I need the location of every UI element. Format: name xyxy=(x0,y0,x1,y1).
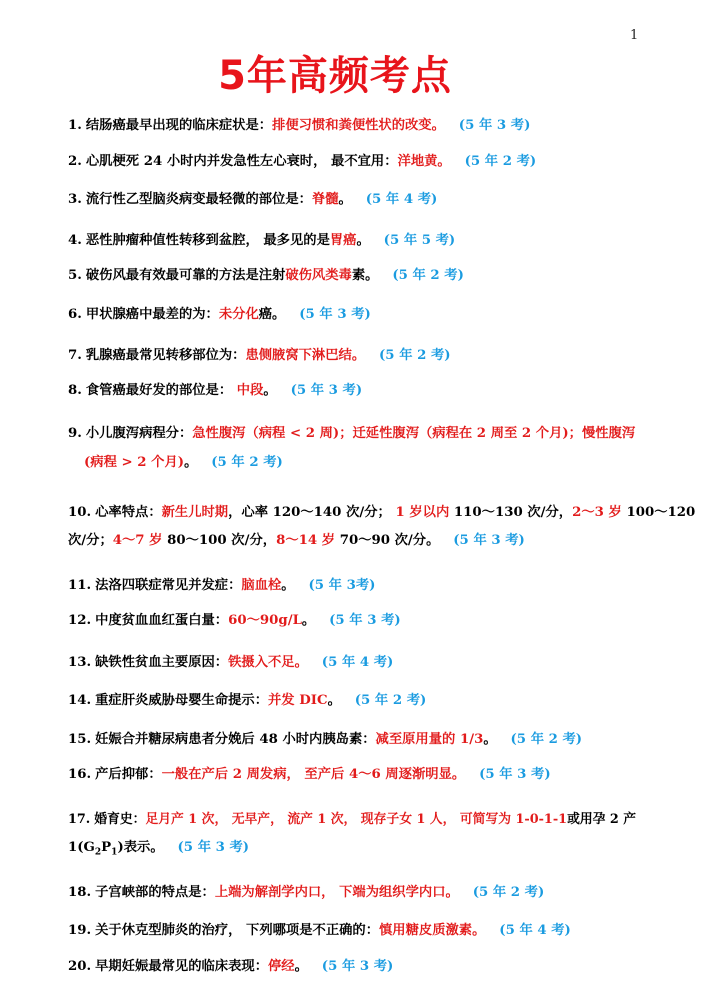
item-question: 妊娠合并糖尿病患者分娩后 48 小时内胰岛素： xyxy=(95,732,376,747)
item-answer: 未分化 xyxy=(218,307,259,322)
list-item xyxy=(68,149,668,175)
item-tail: 。 xyxy=(301,613,316,628)
item-tail: 。 xyxy=(356,233,370,248)
list-item xyxy=(68,378,668,404)
item-frequency: (5 年 3 考) xyxy=(329,613,401,628)
item-frequency: (5 年 2 考) xyxy=(510,732,583,747)
item-frequency: (5 年 2 考) xyxy=(379,348,451,363)
item-answer: 慎用糖皮质激素。 xyxy=(379,923,486,938)
item-frequency: (5 年 4 考) xyxy=(321,655,394,670)
item-frequency: (5 年 3 考) xyxy=(290,383,363,398)
item-number: 3. xyxy=(68,192,82,207)
list-item-continuation xyxy=(68,835,668,866)
item-number: 19. xyxy=(68,923,92,938)
list-item xyxy=(68,228,668,254)
list-item xyxy=(68,608,668,634)
item-frequency: (5 年 3考) xyxy=(308,578,376,593)
item-number: 20. xyxy=(68,959,92,974)
item-answer: 患侧腋窝下淋巴结。 xyxy=(245,348,366,363)
item-question: 流行性乙型脑炎病变最轻微的部位是： xyxy=(85,192,312,207)
item-question: 法洛四联症常见并发症： xyxy=(95,578,242,593)
item-frequency: (5 年 4 考) xyxy=(499,923,571,938)
item-answer: 1 岁以内 xyxy=(395,505,450,520)
item-text: 1(G xyxy=(68,840,95,855)
item-frequency: (5 年 2 考) xyxy=(211,455,283,470)
item-question: 关于休克型肺炎的治疗， 下列哪项是不正确的： xyxy=(95,923,380,938)
item-frequency: (5 年 3 考) xyxy=(177,840,250,855)
item-answer: 2～3 岁 xyxy=(572,505,622,520)
item-number: 1. xyxy=(68,118,82,133)
list-item xyxy=(68,918,668,944)
item-frequency: (5 年 4 考) xyxy=(365,192,438,207)
item-number: 6. xyxy=(68,307,82,322)
item-answer: 排便习惯和粪便性状的改变。 xyxy=(272,118,445,133)
item-tail: 。 xyxy=(263,383,277,398)
item-tail: 。 xyxy=(338,192,352,207)
list-item xyxy=(68,500,696,526)
item-answer: 上端为解剖学内口， 下端为组织学内口。 xyxy=(214,885,459,900)
item-question: 缺铁性贫血主要原因： xyxy=(95,655,229,670)
item-frequency: (5 年 3 考) xyxy=(321,959,394,974)
item-frequency: (5 年 3 考) xyxy=(453,533,525,548)
list-item xyxy=(68,187,668,213)
item-number: 18. xyxy=(68,885,92,900)
item-number: 2. xyxy=(68,154,82,169)
item-subscript: 1 xyxy=(111,847,118,858)
item-question: 心率特点： xyxy=(95,505,162,520)
item-tail: 。 xyxy=(294,959,308,974)
item-question: 产后抑郁： xyxy=(95,767,162,782)
list-item xyxy=(68,113,668,139)
item-subscript: 2 xyxy=(94,847,102,858)
item-question: 破伤风最有效最可靠的方法是注射 xyxy=(85,268,286,283)
item-number: 5. xyxy=(68,268,82,283)
item-number: 10. xyxy=(68,505,92,520)
item-answer: 中段 xyxy=(236,383,264,398)
item-number: 12. xyxy=(68,613,92,628)
list-item xyxy=(68,421,668,447)
item-answer: 洋地黄。 xyxy=(397,154,451,169)
item-text: ，心率 120～140 次/分； xyxy=(228,505,391,520)
item-answer: 急性腹泻（病程 < 2 周)；迁延性腹泻（病程在 2 周至 2 个月)；慢性腹泻 xyxy=(192,426,636,441)
list-item xyxy=(68,762,668,788)
list-item xyxy=(68,650,668,676)
item-frequency: (5 年 2 考) xyxy=(472,885,545,900)
item-text: P xyxy=(101,840,112,855)
item-number: 11. xyxy=(68,578,92,593)
list-item xyxy=(68,688,668,714)
item-tail: 。 xyxy=(327,693,341,708)
item-frequency: (5 年 5 考) xyxy=(383,233,456,248)
item-tail: 。 xyxy=(483,732,497,747)
item-answer: 足月产 1 次， 无早产， 流产 1 次， 现存子女 1 人， 可简写为 1-0-1-1 xyxy=(145,812,568,827)
item-answer: 并发 DIC xyxy=(268,693,328,708)
item-answer: 4～7 岁 xyxy=(112,533,163,548)
item-number: 9. xyxy=(68,426,82,441)
item-question: 早期妊娠最常见的临床表现： xyxy=(95,959,268,974)
item-answer: 脊髓 xyxy=(311,192,339,207)
item-text: 或用孕 2 产 xyxy=(567,812,637,827)
item-frequency: (5 年 2 考) xyxy=(464,154,537,169)
item-answer: 60～90g/L xyxy=(228,613,302,628)
item-answer: 铁摄入不足。 xyxy=(228,655,308,670)
item-answer: 胃癌 xyxy=(329,233,357,248)
list-item xyxy=(68,880,668,906)
item-text: 次/分； xyxy=(68,533,113,548)
item-answer: 脑血栓 xyxy=(241,578,282,593)
item-question: 食管癌最好发的部位是： xyxy=(85,383,233,398)
item-question: 恶性肿瘤种值性转移到盆腔， 最多见的是 xyxy=(85,233,330,248)
item-number: 15. xyxy=(68,732,92,747)
item-question: 结肠癌最早出现的临床症状是： xyxy=(85,118,273,133)
item-answer: 一般在产后 2 周发病， 至产后 4～6 周逐渐明显。 xyxy=(161,767,466,782)
page-title: 5年高频考点 xyxy=(218,53,452,99)
item-question: 甲状腺癌中最差的为： xyxy=(85,307,219,322)
item-number: 8. xyxy=(68,383,82,398)
list-item xyxy=(68,343,668,369)
item-number: 13. xyxy=(68,655,92,670)
item-tail: 癌。 xyxy=(258,307,286,322)
item-number: 14. xyxy=(68,693,92,708)
item-answer: 8～14 岁 xyxy=(276,533,336,548)
list-item-continuation xyxy=(68,528,668,554)
item-frequency: (5 年 2 考) xyxy=(354,693,427,708)
item-answer: 减至原用量的 1/3 xyxy=(375,732,484,747)
item-answer: 停经 xyxy=(268,959,295,974)
item-question: 中度贫血血红蛋白量： xyxy=(95,613,229,628)
item-tail: 素。 xyxy=(351,268,379,283)
list-item xyxy=(68,263,668,289)
list-item xyxy=(68,573,668,599)
item-text: 100～120 xyxy=(626,505,696,520)
item-question: 小儿腹泻病程分： xyxy=(85,426,193,441)
item-tail: 。 xyxy=(281,578,295,593)
item-frequency: (5 年 3 考) xyxy=(479,767,551,782)
item-number: 17. xyxy=(68,812,91,827)
item-answer: 破伤风类毒 xyxy=(285,268,352,283)
item-question: 子宫峡部的特点是： xyxy=(95,885,215,900)
item-frequency: (5 年 2 考) xyxy=(392,268,464,283)
item-frequency: (5 年 3 考) xyxy=(299,307,371,322)
item-text: )表示。 xyxy=(117,840,164,855)
list-item xyxy=(68,807,668,833)
item-question: 心肌梗死 24 小时内并发急性左心衰时， 最不宜用： xyxy=(85,154,398,169)
item-text: 110～130 次/分， xyxy=(453,505,573,520)
item-number: 4. xyxy=(68,233,82,248)
item-question: 乳腺癌最常见转移部位为： xyxy=(85,348,246,363)
item-answer: 新生儿时期 xyxy=(161,505,229,520)
list-item xyxy=(68,954,668,980)
page-number: 1 xyxy=(630,28,639,43)
item-text: 80～100 次/分， xyxy=(167,533,277,548)
item-number: 16. xyxy=(68,767,92,782)
item-tail: 。 xyxy=(184,455,198,470)
list-item xyxy=(68,727,668,753)
item-frequency: (5 年 3 考) xyxy=(458,118,531,133)
item-text: 70～90 次/分。 xyxy=(339,533,440,548)
item-question: 重症肝炎威胁母婴生命提示： xyxy=(95,693,268,708)
item-answer: (病程 > 2 个月) xyxy=(84,455,185,470)
item-number: 7. xyxy=(68,348,82,363)
list-item-continuation xyxy=(84,450,684,476)
list-item xyxy=(68,302,668,328)
item-question: 婚育史： xyxy=(94,812,146,827)
